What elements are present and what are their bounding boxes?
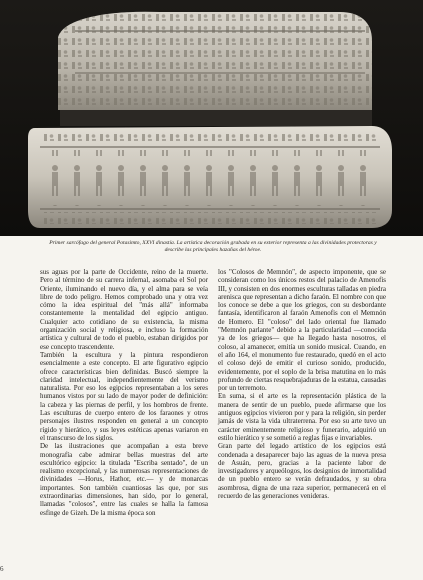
paragraph: Gran parte del legado artístico de los egipcios está condenada a desaparecer bajo las aguas de la nueva presa de Asuán, pero, gracias a la paciente labor de investigadores y arqueólogos, los designios de inmortalidad de un pueblo entero se verán defraudados, y su obra asombrosa, digna de una raza superior, permanecerá en el recuerdo de las generaciones venideras.	[218, 442, 386, 501]
page-number: 6	[0, 565, 4, 573]
paragraph: En suma, si el arte es la representación plástica de la manera de sentir de un pueblo, puede afirmarse que los antiguos egipcios vivieron por y para la religión, sin perder jamás de vista la vida ultraterrena. Por eso su arte tuvo un carácter eminentemente religioso y funerario, adquirió un estilo hierático y se sometió a reglas fijas e invariables.	[218, 392, 386, 442]
paragraph: También la escultura y la pintura respondieron esencialmente a este concepto. El arte figurativo egipcio ofrece características bien definidas. Buscó siempre la claridad intelectual, independientemente del verismo naturalista. Por eso los egipcios representaban a los seres humanos vistos por su lado de mayor poder de definición: la cabeza y las piernas de perfil, y los hombros de frente. Las esculturas de cuerpo entero de los faraones y otros personajes ilustres responden en general a un concepto rígido y hierático, y sus leyes estéticas apenas variaron en el transcurso de los siglos.	[40, 350, 208, 442]
paragraph: De las ilustraciones que acompañan a esta breve monografía cabe admirar bellas muestras del arte escultórico egipcio: la titulada "Escriba sentado", de un realismo excepcional, y las numerosas representaciones de divinidades —Horus, Hathor, etc.— y de monarcas importantes. Son también cuantiosas las que, por sus extraordinarias dimensiones, han sido, por lo general, llamadas "colosos", entre las cuales se halla la famosa esfinge de Gizeh. De la misma época son	[40, 442, 208, 517]
sarcophagus-illustration	[0, 0, 423, 236]
photo-caption: Primer sarcófago del general Potasimto, XXVI dinastía. La artística decoración grabada en su exterior representa a las divinidades protectoras y describe las principales hazañas del héroe.	[49, 240, 377, 254]
sarcophagus-photo	[0, 0, 423, 236]
article-body	[40, 268, 386, 568]
column-right	[218, 268, 386, 568]
column-left	[40, 268, 208, 568]
paragraph: los "Colosos de Memnón", de aspecto imponente, que se consideran como los únicos restos del palacio de Amenofis III, y consisten en dos enormes esculturas talladas en piedra arenisca que representan a dicho faraón. El nombre con que los conoce se debe a que los griegos, con su desbordante fantasía, identificaron al faraón Amenofis con el Memnón de Homero. El "coloso" del lado oriental fue llamado "Memnón parlante" debido a la particularidad —conocida ya de los griegos— que ha llegado hasta nosotros, el coloso, al amanecer, emitía un sonido musical. Cuando, en el año 164, el monumento fue restaurado, quedó en el acto el coloso dejó de emitir el curioso sonido, producido, evidentemente, por el soplo de la brisa matutina en lo más profundo de ciertas resquebrajaduras de la estatua, causadas por un terremoto.	[218, 268, 386, 393]
paragraph: sus aguas por la parte de Occidente, reino de la muerte. Pero al término de su carrera infernal, asomaba el Sol por Oriente, iluminando el nuevo día, y el alma para se veía libre de todo peligro. Hemos comprobado una y otra vez cómo la idea espiritual del "más allá" informaba constantemente la mentalidad del egipcio antiguo. Cualquier acto cotidiano de su existencia, la misma organización social y religiosa, e incluso la formación artística y cultural de todo el pueblo, estaban dirigidos por ese concepto trascendente.	[40, 268, 208, 351]
